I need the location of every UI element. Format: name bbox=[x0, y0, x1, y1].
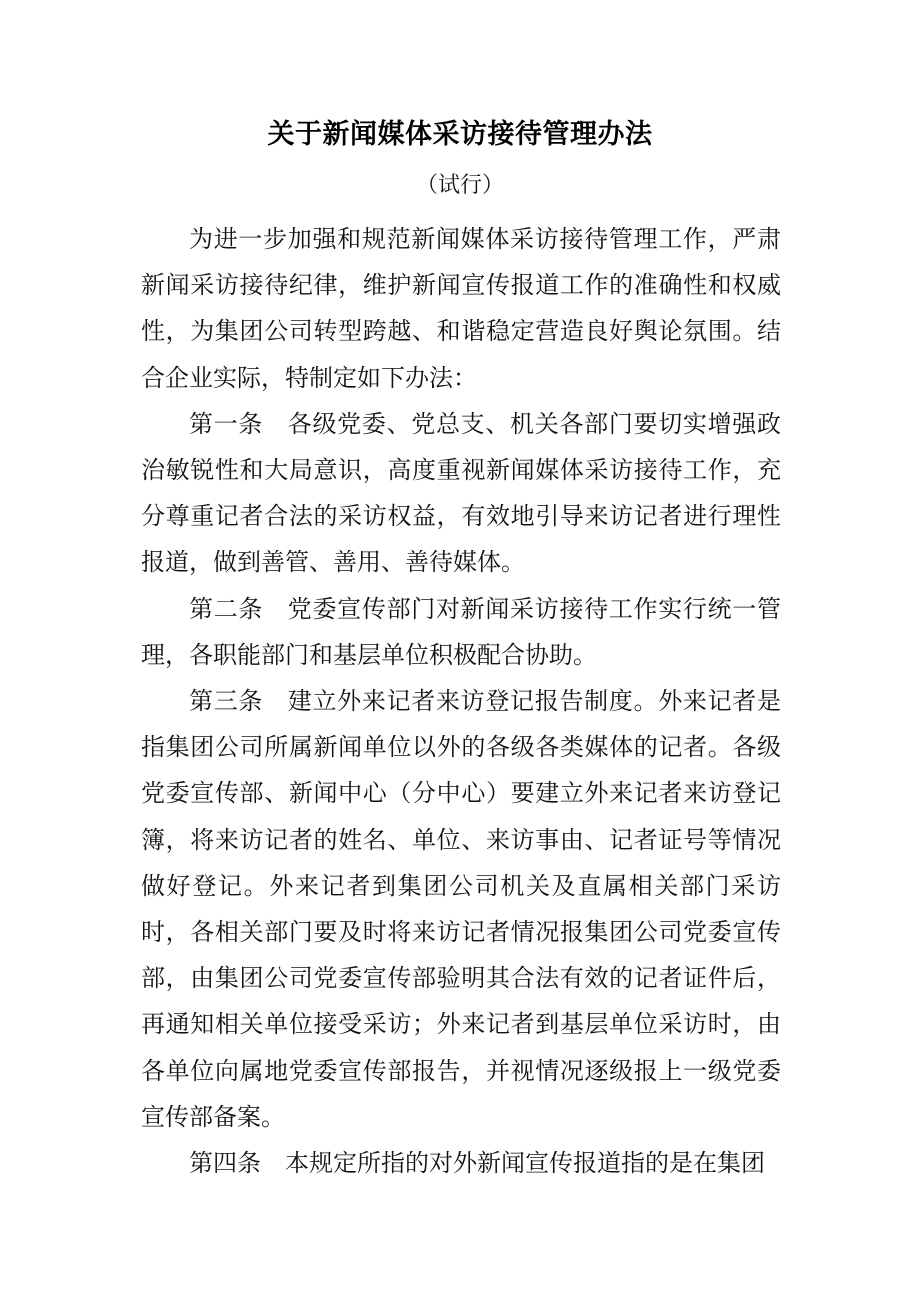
article-label: 第二条 bbox=[189, 594, 264, 623]
article-text: 建立外来记者来访登记报告制度。外来记者是指集团公司所属新闻单位以外的各级各类媒体的记者。各级党委宣传部、新闻中心（分中心）要建立外来记者来访登记簿，将来访记者的姓名、单位、来访事由、记者证号等情况做好登记。外来记者到集团公司机关及直属相关部门采访时，各相关部门要及时将来访记者情况报集团公司党委宣传部，由集团公司党委宣传部验明其合法有效的记者证件后，再通知相关单位接受采访；外来记者到基层单位采访时，由各单位向属地党委宣传部报告，并视情况逐级报上一级党委宣传部备案。 bbox=[141, 687, 782, 1131]
article-text: 党委宣传部门对新闻采访接待工作实行统一管理，各职能部门和基层单位积极配合协助。 bbox=[141, 594, 782, 669]
article-label: 第三条 bbox=[189, 687, 264, 716]
intro-paragraph: 为进一步加强和规范新闻媒体采访接待管理工作，严肃新闻采访接待纪律，维护新闻宣传报道工作的准确性和权威性，为集团公司转型跨越、和谐稳定营造良好舆论氛围。结合企业实际，特制定如下办法： bbox=[141, 225, 781, 392]
article-label: 第四条 bbox=[189, 1149, 261, 1178]
article-text: 各级党委、党总支、机关各部门要切实增强政治敏锐性和大局意识，高度重视新闻媒体采访接待工作，充分尊重记者合法的采访权益，有效地引导来访记者进行理性报道，做到善管、善用、善待媒体。 bbox=[141, 409, 782, 577]
article-4 bbox=[141, 1140, 781, 1186]
document-subtitle: （试行） bbox=[415, 173, 504, 198]
article-text: 本规定所指的对外新闻宣传报道指的是在集团 bbox=[285, 1149, 765, 1178]
article-1 bbox=[141, 401, 781, 586]
article-label: 第一条 bbox=[189, 409, 264, 438]
document-title: 关于新闻媒体采访接待管理办法 bbox=[267, 119, 653, 150]
document-body bbox=[141, 216, 781, 1186]
article-2 bbox=[141, 586, 781, 678]
article-3 bbox=[141, 678, 781, 1140]
